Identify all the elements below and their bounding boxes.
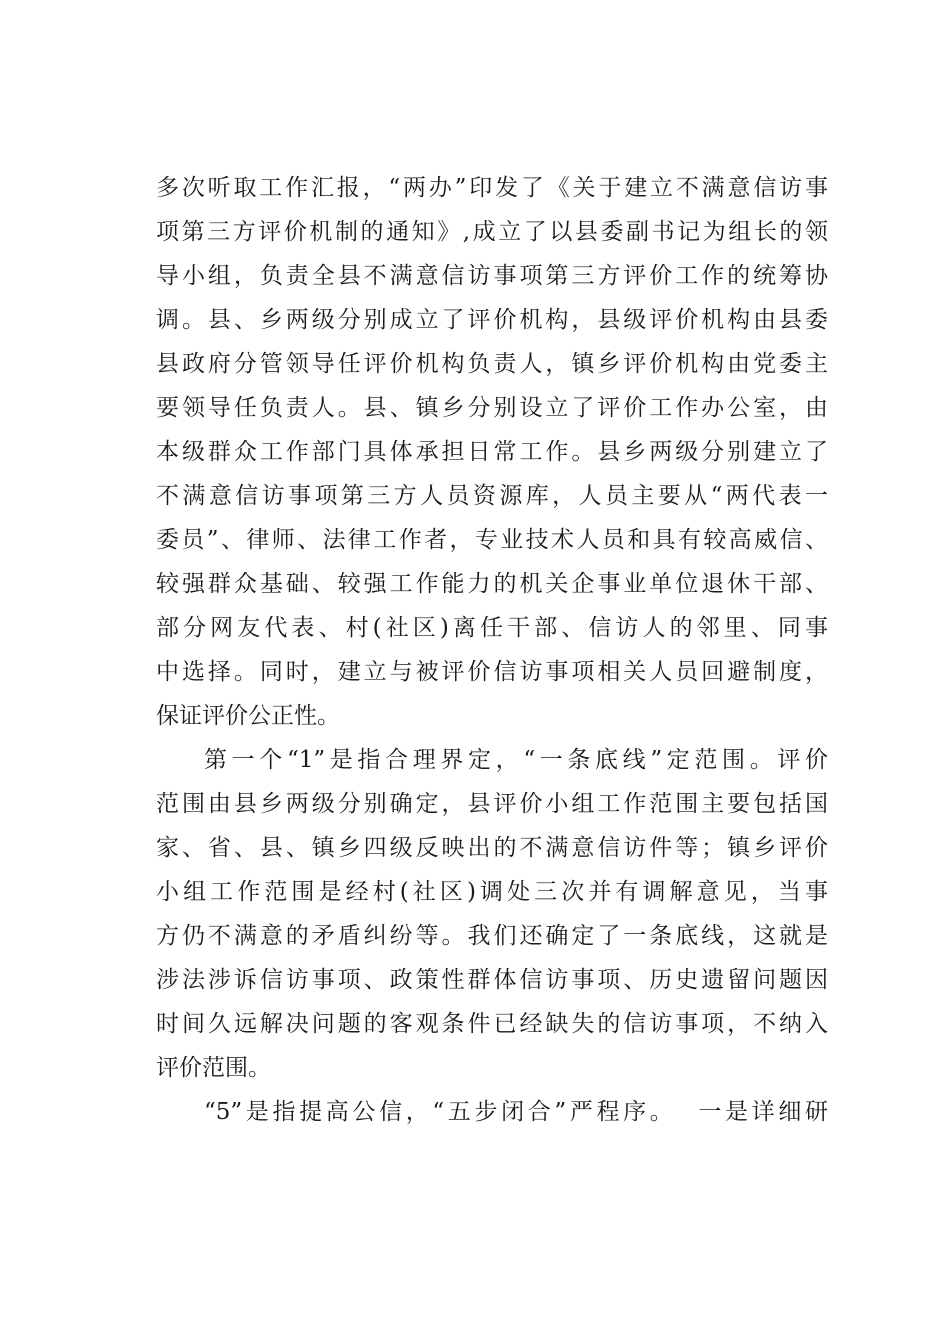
text-line: 范围由县乡两级分别确定，县评价小组工作范围主要包括国 [156, 791, 828, 817]
text-line: 较强群众基础、较强工作能力的机关企事业单位退休干部、 [156, 571, 828, 597]
text-line: 导小组，负责全县不满意信访事项第三方评价工作的统筹协 [156, 263, 828, 289]
text-line: 委员”、律师、法律工作者，专业技术人员和具有较高威信、 [156, 527, 828, 553]
text-line: 中选择。同时，建立与被评价信访事项相关人员回避制度， [156, 659, 828, 685]
text-line: 家、省、县、镇乡四级反映出的不满意信访件等；镇乡评价 [156, 835, 828, 861]
text-line: 本级群众工作部门具体承担日常工作。县乡两级分别建立了 [156, 439, 828, 465]
text-line: 县政府分管领导任评价机构负责人，镇乡评价机构由党委主 [156, 351, 828, 377]
text-line: “5”是指提高公信，“五步闭合”严程序。 一是详细研 [204, 1099, 828, 1125]
text-line: 时间久远解决问题的客观条件已经缺失的信访事项，不纳入 [156, 1011, 828, 1037]
text-line: 评价范围。 [156, 1055, 271, 1081]
text-line: 不满意信访事项第三方人员资源库，人员主要从“两代表一 [156, 483, 828, 509]
text-line: 多次听取工作汇报，“两办”印发了《关于建立不满意信访事 [156, 175, 828, 201]
text-line: 调。县、乡两级分别成立了评价机构，县级评价机构由县委 [156, 307, 828, 333]
text-line: 保证评价公正性。 [156, 703, 340, 729]
text-line: 要领导任负责人。县、镇乡分别设立了评价工作办公室，由 [156, 395, 828, 421]
text-line: 部分网友代表、村(社区)离任干部、信访人的邻里、同事 [156, 615, 828, 641]
text-line: 小组工作范围是经村(社区)调处三次并有调解意见，当事 [156, 879, 828, 905]
text-line: 项第三方评价机制的通知》,成立了以县委副书记为组长的领 [156, 219, 828, 245]
text-line: 涉法涉诉信访事项、政策性群体信访事项、历史遗留问题因 [156, 967, 828, 993]
text-line: 第一个“1”是指合理界定，“一条底线”定范围。评价 [204, 747, 828, 773]
text-line: 方仍不满意的矛盾纠纷等。我们还确定了一条底线，这就是 [156, 923, 828, 949]
